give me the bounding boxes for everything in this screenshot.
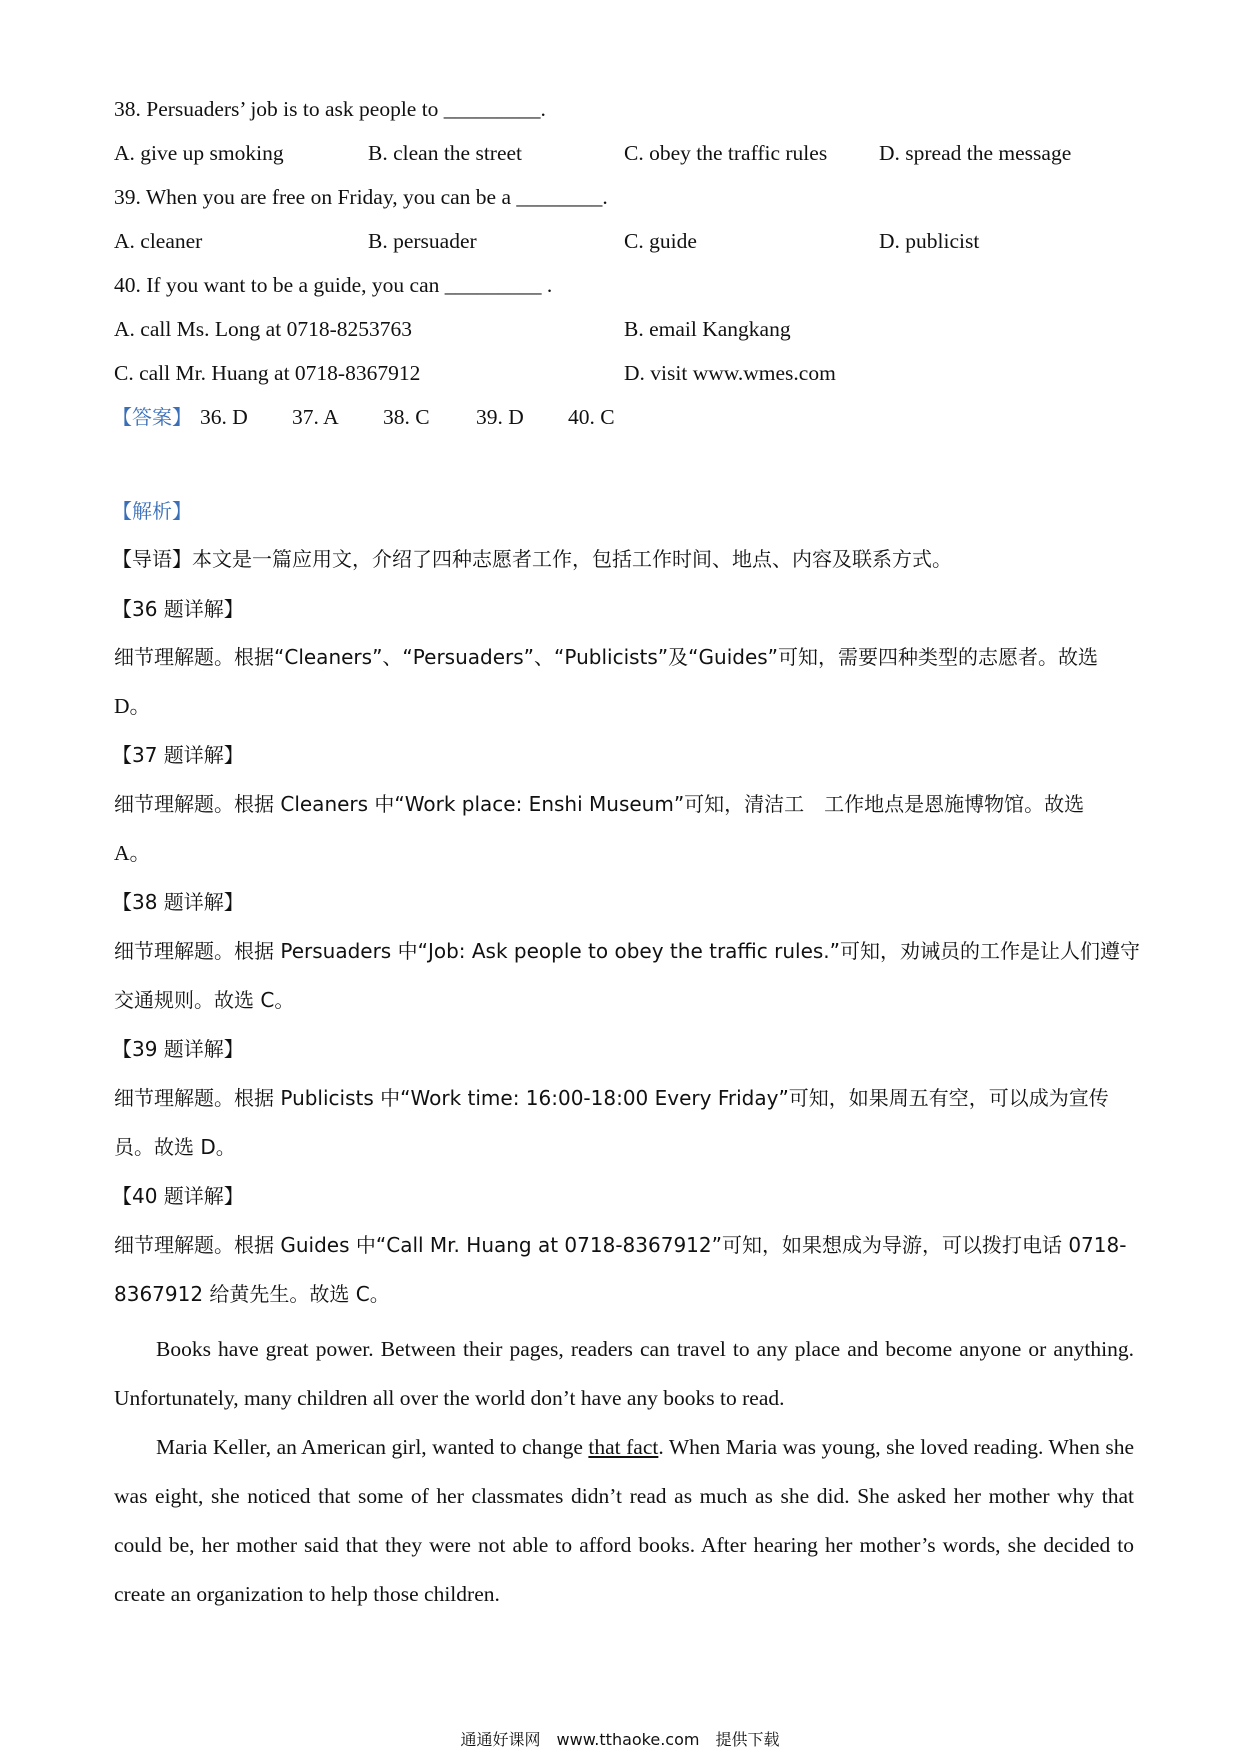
q40-option-c: C. call Mr. Huang at 0718-8367912 <box>114 361 421 385</box>
q39-option-b: B. persuader <box>368 229 477 253</box>
detail-36-line1: 细节理解题。根据“Cleaners”、“Persuaders”、“Publicists”及“Guides”可知，需要四种类型的志愿者。故选 <box>114 645 1099 669</box>
detail-37-heading: 【37 题详解】 <box>112 743 244 767</box>
passage-paragraph-2 <box>114 1423 1134 1619</box>
question-40-stem: 40. If you want to be a guide, you can _________ . <box>114 273 553 297</box>
passage-p2-start: Maria Keller, an American girl, wanted to change <box>156 1435 589 1459</box>
detail-36-line2: D。 <box>114 694 152 718</box>
detail-39-heading: 【39 题详解】 <box>112 1037 244 1061</box>
detail-40-heading: 【40 题详解】 <box>112 1184 244 1208</box>
q39-option-a: A. cleaner <box>114 229 203 253</box>
q39-option-c: C. guide <box>624 229 697 253</box>
q40-option-d: D. visit www.wmes.com <box>624 361 836 385</box>
q40-option-a: A. call Ms. Long at 0718-8253763 <box>114 317 412 341</box>
detail-36-heading: 【36 题详解】 <box>112 597 244 621</box>
answer-item-36: 36. D <box>200 405 248 429</box>
answer-item-39: 39. D <box>476 405 524 429</box>
q38-option-d: D. spread the message <box>879 141 1072 165</box>
answer-item-38: 38. C <box>383 405 430 429</box>
question-39-stem: 39. When you are free on Friday, you can be a ________. <box>114 185 608 209</box>
detail-37-line1: 细节理解题。根据 Cleaners 中“Work place: Enshi Museum”可知，清洁工 工作地点是恩施博物馆。故选 <box>114 792 1085 816</box>
underlined-phrase: that fact <box>588 1435 659 1459</box>
detail-39-line2: 员。故选 D。 <box>114 1135 236 1159</box>
detail-37-line2: A。 <box>114 841 152 865</box>
q38-option-b: B. clean the street <box>368 141 523 165</box>
guide-text: 【导语】本文是一篇应用文，介绍了四种志愿者工作，包括工作时间、地点、内容及联系方式。 <box>112 547 952 571</box>
answer-label: 【答案】 <box>112 405 192 429</box>
passage-p2-rest: . When Maria was young, she loved reading. When she was eight, she noticed that some of her classmates didn’t read as much as she did. She asked her mother why that could be, her mother said that they were not able to afford books. After hearing her mother’s words, she decided to create an organization to help those children. <box>114 1435 1134 1606</box>
detail-38-line1: 细节理解题。根据 Persuaders 中“Job: Ask people to obey the traffic rules.”可知，劝诫员的工作是让人们遵守 <box>114 939 1141 963</box>
q39-option-d: D. publicist <box>879 229 980 253</box>
question-38-stem: 38. Persuaders’ job is to ask people to _________. <box>114 97 546 121</box>
page-footer: 通通好课网 www.tthaoke.com 提供下载 <box>460 1730 780 1749</box>
q38-option-a: A. give up smoking <box>114 141 284 165</box>
answer-item-40: 40. C <box>568 405 615 429</box>
q38-option-c: C. obey the traffic rules <box>624 141 828 165</box>
detail-40-line1: 细节理解题。根据 Guides 中“Call Mr. Huang at 0718-8367912”可知，如果想成为导游，可以拨打电话 0718- <box>114 1233 1127 1257</box>
detail-38-heading: 【38 题详解】 <box>112 890 244 914</box>
q40-option-b: B. email Kangkang <box>624 317 791 341</box>
answer-item-37: 37. A <box>292 405 339 429</box>
detail-38-line2: 交通规则。故选 C。 <box>114 988 295 1012</box>
detail-39-line1: 细节理解题。根据 Publicists 中“Work time: 16:00-18:00 Every Friday”可知，如果周五有空，可以成为宣传 <box>114 1086 1109 1110</box>
detail-40-line2: 8367912 给黄先生。故选 C。 <box>114 1282 390 1306</box>
analysis-label: 【解析】 <box>112 499 192 523</box>
passage-paragraph-1: Books have great power. Between their pages, readers can travel to any place and become anyone or anything. Unfortunately, many children all over the world don’t have any books to read. <box>114 1337 1134 1410</box>
